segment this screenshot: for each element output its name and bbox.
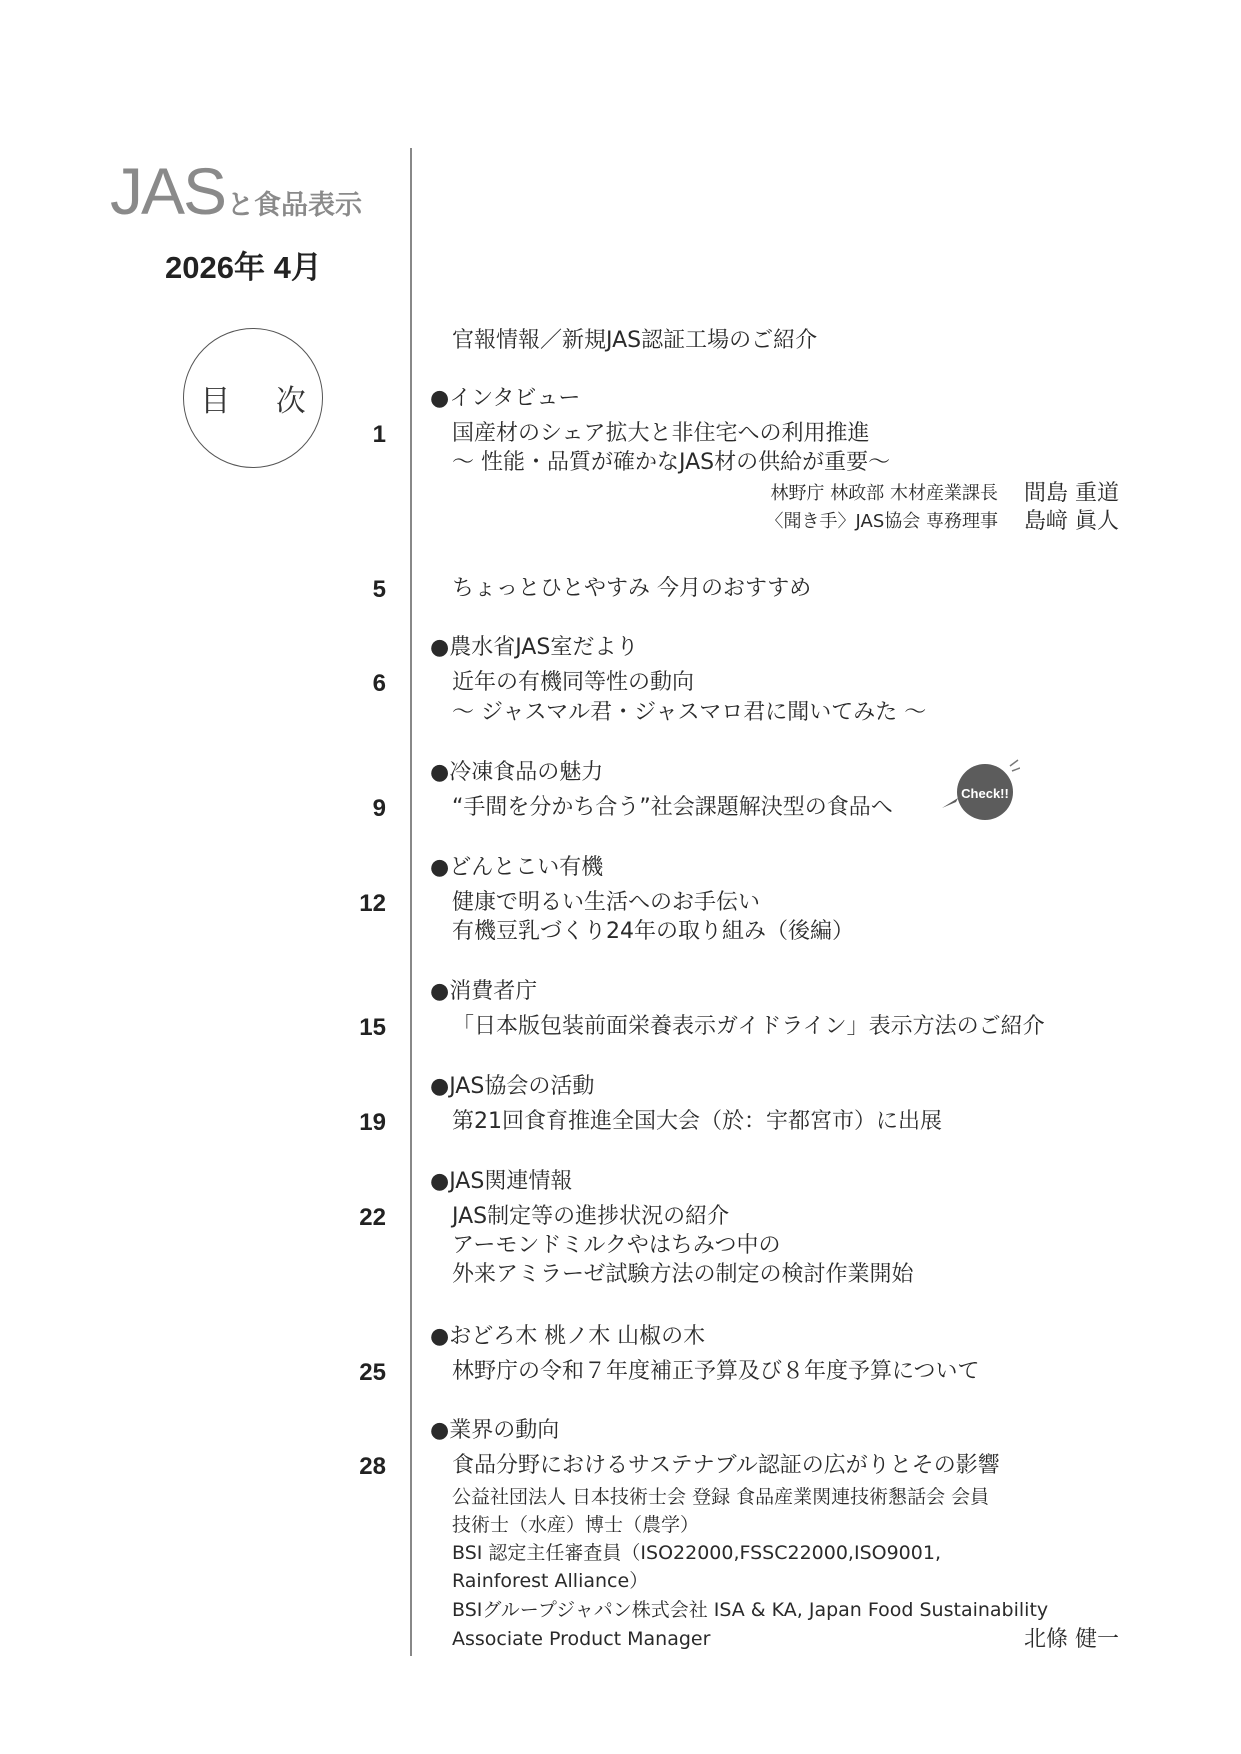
toc-entry-subtitle: 有機豆乳づくり24年の取り組み（後編） bbox=[452, 919, 854, 944]
logo-main-text: JAS bbox=[110, 154, 226, 228]
toc-entry-subtitle: 外来アミラーゼ試験方法の制定の検討作業開始 bbox=[452, 1262, 914, 1287]
toc-entry-title[interactable]: JAS制定等の進捗状況の紹介 bbox=[452, 1204, 730, 1229]
toc-entry-title[interactable]: 官報情報／新規JAS認証工場のご紹介 bbox=[452, 328, 818, 353]
toc-entry-title[interactable]: ちょっとひとやすみ 今月のおすすめ bbox=[452, 576, 812, 601]
toc-entry-subtitle: アーモンドミルクやはちみつ中の bbox=[452, 1233, 781, 1258]
toc-page-number[interactable]: 15 bbox=[359, 1014, 386, 1041]
toc-section-label: ●冷凍食品の魅力 bbox=[430, 760, 604, 785]
toc-section-label: ●インタビュー bbox=[430, 386, 581, 411]
credit-role: 林野庁 林政部 木材産業課長 bbox=[770, 483, 998, 504]
author-affiliation: BSI 認定主任審査員（ISO22000,FSSC22000,ISO9001, bbox=[452, 1542, 941, 1564]
toc-page-number[interactable]: 19 bbox=[359, 1109, 386, 1136]
toc-section-label: ●おどろ木 桃ノ木 山椒の木 bbox=[430, 1324, 706, 1349]
toc-page-number[interactable]: 22 bbox=[359, 1204, 386, 1231]
toc-entry-title[interactable]: 健康で明るい生活へのお手伝い bbox=[452, 890, 761, 915]
credit-role: 〈聞き手〉JAS協会 専務理事 bbox=[765, 511, 998, 532]
author-affiliation: Rainforest Alliance） bbox=[452, 1570, 649, 1592]
toc-page-number[interactable]: 1 bbox=[372, 421, 386, 448]
toc-section-label: ●農水省JAS室だより bbox=[430, 635, 639, 660]
author-affiliation: 技術士（水産）博士（農学） bbox=[452, 1514, 700, 1536]
toc-page-number[interactable]: 5 bbox=[372, 576, 386, 603]
toc-entry-subtitle: ～ ジャスマル君・ジャスマロ君に聞いてみた ～ bbox=[452, 700, 927, 725]
author-affiliation: Associate Product Manager bbox=[452, 1628, 711, 1650]
toc-entry-title[interactable]: 食品分野におけるサステナブル認証の広がりとその影響 bbox=[452, 1453, 1000, 1478]
toc-section-label: ●どんとこい有機 bbox=[430, 855, 604, 880]
toc-page-number[interactable]: 12 bbox=[359, 890, 386, 917]
toc-entry-title[interactable]: 「日本版包装前面栄養表示ガイドライン」表示方法のご紹介 bbox=[452, 1014, 1045, 1039]
toc-entry-title[interactable]: 国産材のシェア拡大と非住宅への利用推進 bbox=[452, 421, 870, 446]
check-badge-text: Check!! bbox=[961, 786, 1009, 801]
toc-page-number[interactable]: 28 bbox=[359, 1453, 386, 1480]
toc-page-number[interactable]: 9 bbox=[372, 795, 386, 822]
toc-entry-subtitle: ～ 性能・品質が確かなJAS材の供給が重要～ bbox=[452, 450, 891, 475]
author-affiliation: BSIグループジャパン株式会社 ISA & KA, Japan Food Sustainability bbox=[452, 1599, 1049, 1621]
toc-page-number[interactable]: 6 bbox=[372, 670, 386, 697]
toc-entry-title[interactable]: 第21回食育推進全国大会（於：宇都宮市）に出展 bbox=[452, 1109, 942, 1134]
toc-section-label: ●JAS協会の活動 bbox=[430, 1074, 595, 1099]
toc-label-circle bbox=[183, 328, 323, 468]
logo-sub-text: と食品表示 bbox=[227, 190, 363, 221]
toc-label: 目 次 bbox=[200, 384, 324, 419]
toc-entry-title[interactable]: 近年の有機同等性の動向 bbox=[452, 670, 695, 695]
credit-name: 島﨑 眞人 bbox=[1024, 509, 1119, 534]
toc-section-label: ●消費者庁 bbox=[430, 979, 538, 1004]
toc-entry-title[interactable]: “手間を分かち合う”社会課題解決型の食品へ bbox=[452, 795, 893, 820]
magazine-logo bbox=[110, 154, 363, 228]
vertical-divider bbox=[410, 148, 412, 1656]
toc-section-label: ●JAS関連情報 bbox=[430, 1169, 573, 1194]
issue-date: 2026年 4月 bbox=[165, 250, 322, 285]
check-badge-icon bbox=[940, 758, 1020, 822]
toc-page-number[interactable]: 25 bbox=[359, 1359, 386, 1386]
author-affiliation: 公益社団法人 日本技術士会 登録 食品産業関連技術懇話会 会員 bbox=[452, 1486, 990, 1508]
author-name: 北條 健一 bbox=[1024, 1627, 1119, 1652]
toc-entry-title[interactable]: 林野庁の令和７年度補正予算及び８年度予算について bbox=[452, 1359, 980, 1384]
toc-section-label: ●業界の動向 bbox=[430, 1418, 560, 1443]
credit-name: 間島 重道 bbox=[1024, 481, 1119, 506]
